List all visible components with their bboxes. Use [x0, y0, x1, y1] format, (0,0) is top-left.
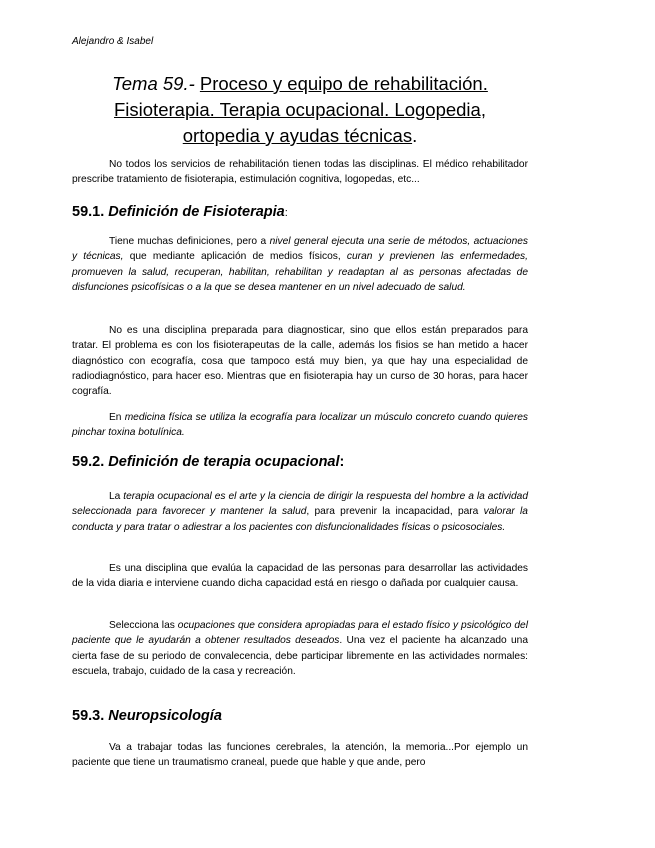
- terapia-ocupacional-paragraph-2: Es una disciplina que evalúa la capacidad de las personas para desarrollar las actividades de la vida diaria e interviene cuando dicha capacidad está en riesgo o dañada por cualquier causa.: [72, 563, 528, 590]
- section-colon: :: [284, 207, 288, 219]
- section-number: 59.1.: [72, 204, 105, 220]
- section-title: Neuropsicología: [108, 708, 222, 724]
- title-line-1: Proceso y equipo de rehabilitación.: [199, 73, 488, 94]
- page-header: Alejandro & Isabel: [72, 36, 154, 47]
- title-line-2: Fisioterapia. Terapia ocupacional. Logopedia,: [114, 99, 486, 120]
- text-span: Selecciona las: [109, 620, 178, 631]
- text-span: La: [109, 491, 124, 502]
- text-span: curan y previenen las enfermedades, promueven la salud, recuperan, habilitan, rehabilitan y readaptan al as personas afectadas de disfunciones psicofísicas o a la que se desea mantener en un nivel adecuado de salud.: [72, 251, 528, 293]
- section-heading-neuropsicologia: [72, 708, 222, 724]
- title-end: .: [412, 125, 418, 146]
- section-number: 59.3.: [72, 708, 105, 724]
- section-title: Definición de Fisioterapia: [108, 204, 285, 220]
- text-span: , para prevenir la incapacidad, para: [306, 506, 484, 518]
- text-span: que mediante aplicación de medios físicos,: [123, 251, 347, 263]
- text-span: nivel general ejecuta una serie de métodos, actuaciones y técnicas,: [72, 236, 528, 263]
- terapia-ocupacional-paragraph-3: [72, 618, 528, 679]
- neuropsicologia-paragraph-1: Va a trabajar todas las funciones cerebrales, la atención, la memoria...Por ejemplo un paciente que tiene un traumatismo craneal, puede que hable y que ande, pero: [72, 742, 528, 769]
- text-span: Tiene muchas definiciones, pero a: [109, 236, 270, 247]
- section-colon: :: [339, 454, 345, 470]
- fisioterapia-paragraph-2: No es una disciplina preparada para diagnosticar, sino que ellos están preparados para tratar. El problema es con los fisioterapeutas de la calle, además los fisios se han metido a hacer diagnóstico con ecografía, cosa que tampoco está muy bien, ya que hay una especialidad de radiodiagnóstico, para hacer eso. Mientras que en fisioterapia hay un curso de 30 horas, para hacer cografía.: [72, 325, 528, 398]
- fisioterapia-paragraph-1: [72, 234, 528, 295]
- section-heading-fisioterapia: [72, 204, 288, 220]
- text-span: terapia ocupacional es el arte y la ciencia de dirigir la respuesta del hombre a la actividad seleccionada para favorecer y mantener la salud: [72, 491, 528, 518]
- fisioterapia-paragraph-3: [72, 410, 528, 441]
- title-lead: Tema 59.-: [112, 73, 195, 94]
- document-title: [72, 71, 528, 149]
- section-title: Definición de terapia ocupacional: [108, 454, 340, 470]
- intro-paragraph: No todos los servicios de rehabilitación tienen todas las disciplinas. El médico rehabilitador prescribe tratamiento de fisioterapia, estimulación cognitiva, logopedas, etc...: [72, 159, 528, 186]
- text-span: En: [109, 412, 125, 423]
- text-span: ocupaciones que considera apropiadas para el estado físico y psicológico del paciente que le ayudarán a obtener resultados deseados: [72, 620, 528, 647]
- section-number: 59.2.: [72, 454, 105, 470]
- terapia-ocupacional-paragraph-1: [72, 489, 528, 535]
- section-heading-terapia-ocupacional: [72, 454, 344, 470]
- title-line-3: ortopedia y ayudas técnicas: [182, 125, 413, 146]
- text-span: valorar la conducta y para tratar o adiestrar a los pacientes con disfuncionalidades físicas o psicosociales.: [72, 506, 528, 533]
- text-span: . Una vez el paciente ha alcanzado una cierta fase de su periodo de convalecencia, debe participar libremente en las actividades normales: escuela, trabajo, cuidado de la casa y recreación.: [72, 635, 529, 677]
- text-span: medicina física se utiliza la ecografía para localizar un músculo concreto cuando quieres pinchar toxina botulínica.: [72, 412, 529, 439]
